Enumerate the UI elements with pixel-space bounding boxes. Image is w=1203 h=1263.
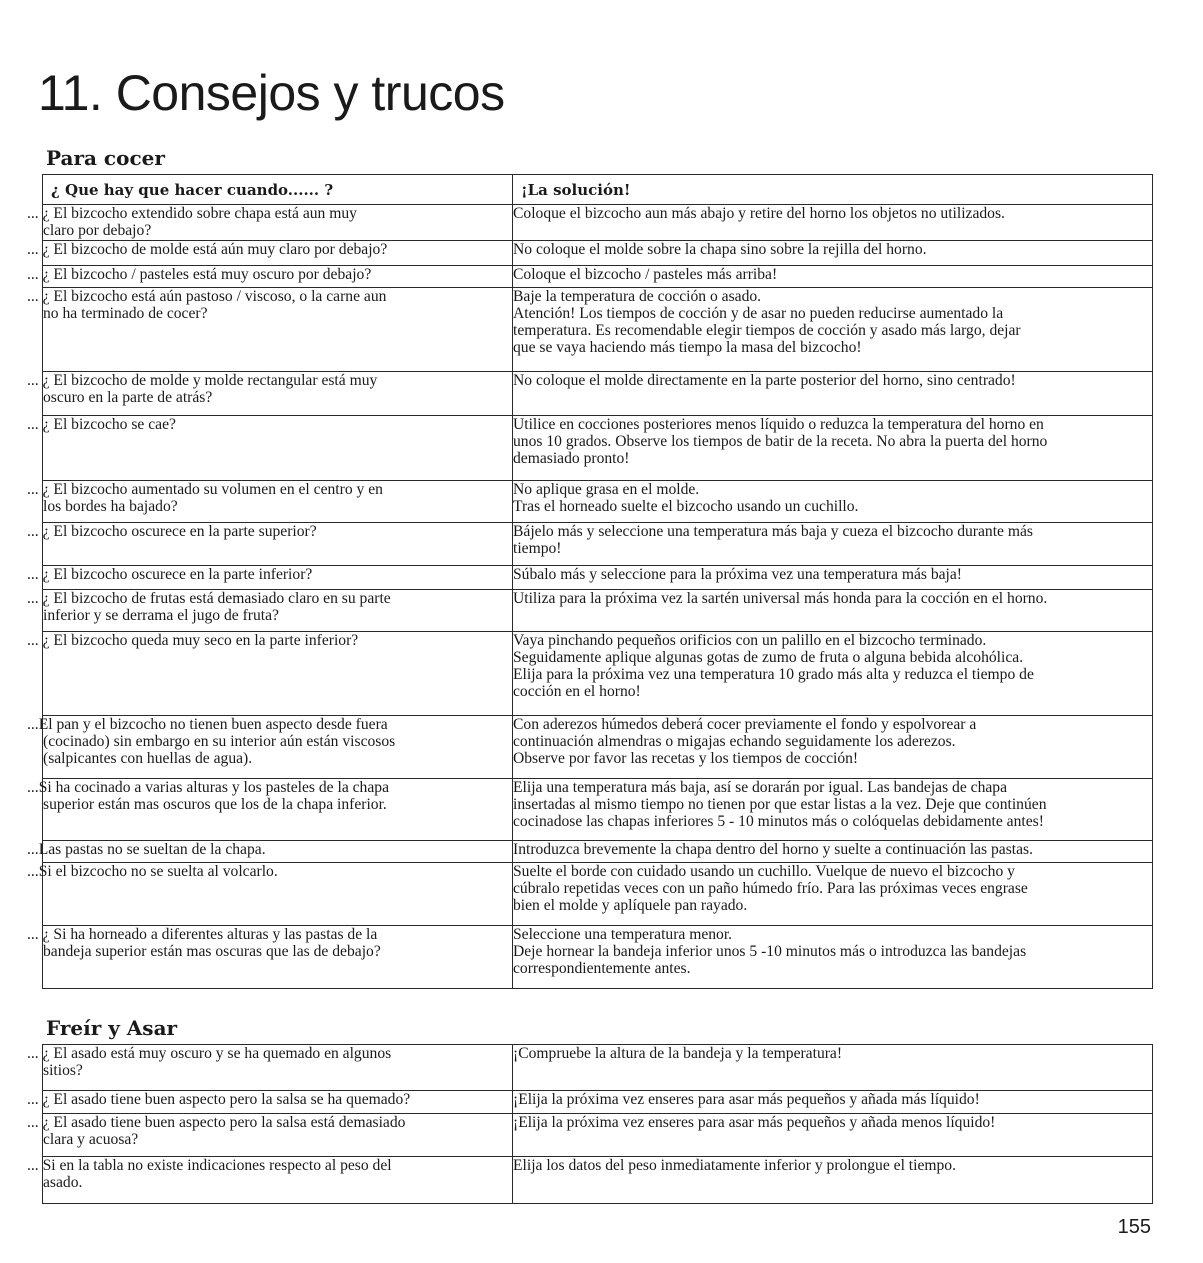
table-body-freir [27, 1045, 1153, 1204]
table-row [43, 590, 1153, 632]
solution-cell: Con aderezos húmedos deberá cocer previamente el fondo y espolvorear a continuación almendras o migajas echando seguidamente los aderezos. Observe por favor las recetas y los tiempos de cocción! [513, 716, 1153, 779]
tips-table-freir [27, 1044, 1153, 1204]
solution-cell: No coloque el molde directamente en la parte posterior del horno, sino centrado! [513, 372, 1153, 416]
section-title-cocer: Para cocer [46, 146, 165, 170]
table-row [43, 266, 1153, 288]
problem-cell: ... Si en la tabla no existe indicaciones respecto al peso del asado. [43, 1157, 513, 1204]
table-body-cocer [27, 205, 1153, 989]
table-header-row [43, 175, 1153, 205]
solution-cell: ¡Compruebe la altura de la bandeja y la temperatura! [513, 1045, 1153, 1091]
table-row [43, 841, 1153, 863]
problem-cell: ... ¿ El bizcocho de molde está aún muy claro por debajo? [43, 241, 513, 266]
solution-cell: Introduzca brevemente la chapa dentro del horno y suelte a continuación las pastas. [513, 841, 1153, 863]
table-row [43, 863, 1153, 926]
problem-cell: ... ¿ El bizcocho de frutas está demasiado claro en su parte inferior y se derrama el jugo de fruta? [43, 590, 513, 632]
table-row [43, 523, 1153, 566]
table-row [43, 416, 1153, 481]
solution-cell: Bájelo más y seleccione una temperatura más baja y cueza el bizcocho durante más tiempo! [513, 523, 1153, 566]
problem-cell: ...Si ha cocinado a varias alturas y los pasteles de la chapa superior están mas oscuros que los de la chapa inferior. [43, 779, 513, 841]
solution-cell: ¡Elija la próxima vez enseres para asar más pequeños y añada más líquido! [513, 1091, 1153, 1114]
problem-column-header: ¿ Que hay que hacer cuando...... ? [43, 175, 513, 205]
table-row [43, 205, 1153, 241]
table-row [43, 566, 1153, 590]
problem-cell: ... ¿ El bizcocho queda muy seco en la parte inferior? [43, 632, 513, 716]
tips-table-cocer [27, 174, 1153, 989]
solution-cell: Utiliza para la próxima vez la sartén universal más honda para la cocción en el horno. [513, 590, 1153, 632]
table-row [43, 481, 1153, 523]
solution-cell: Vaya pinchando pequeños orificios con un palillo en el bizcocho terminado. Seguidamente aplique algunas gotas de zumo de fruta o alguna bebida alcohólica. Elija para la próxima vez una temperatura 10 grado más alta y reduzca el tiempo de cocción en el horno! [513, 632, 1153, 716]
solution-cell: ¡Elija la próxima vez enseres para asar más pequeños y añada menos líquido! [513, 1114, 1153, 1157]
problem-cell: ... ¿ El bizcocho oscurece en la parte inferior? [43, 566, 513, 590]
table-row [43, 926, 1153, 989]
solution-cell: Baje la temperatura de cocción o asado. Atención! Los tiempos de cocción y de asar no pueden reducirse aumentado la temperatura. Es recomendable elegir tiempos de cocción y asado más largo, dejar que se vaya haciendo más tiempo la masa del bizcocho! [513, 288, 1153, 372]
table-row [43, 372, 1153, 416]
solution-cell: Súbalo más y seleccione para la próxima vez una temperatura más baja! [513, 566, 1153, 590]
solution-cell: Suelte el borde con cuidado usando un cuchillo. Vuelque de nuevo el bizcocho y cúbralo repetidas veces con un paño húmedo frío. Para las próximas veces engrase bien el molde y aplíquele pan rayado. [513, 863, 1153, 926]
solution-cell: Coloque el bizcocho / pasteles más arriba! [513, 266, 1153, 288]
problem-cell: ... ¿ Si ha horneado a diferentes alturas y las pastas de la bandeja superior están mas oscuras que las de debajo? [43, 926, 513, 989]
page-number: 155 [1117, 1216, 1151, 1238]
solution-cell: No aplique grasa en el molde. Tras el horneado suelte el bizcocho usando un cuchillo. [513, 481, 1153, 523]
problem-cell: ... ¿ El asado está muy oscuro y se ha quemado en algunos sitios? [43, 1045, 513, 1091]
problem-cell: ...Las pastas no se sueltan de la chapa. [43, 841, 513, 863]
problem-cell: ... ¿ El bizcocho / pasteles está muy oscuro por debajo? [43, 266, 513, 288]
problem-cell: ... ¿ El asado tiene buen aspecto pero la salsa se ha quemado? [43, 1091, 513, 1114]
table-row [43, 716, 1153, 779]
problem-cell: ... ¿ El bizcocho se cae? [43, 416, 513, 481]
solution-cell: Seleccione una temperatura menor. Deje hornear la bandeja inferior unos 5 -10 minutos más o introduzca las bandejas correspondientemente antes. [513, 926, 1153, 989]
section-title-freir: Freír y Asar [46, 1016, 178, 1040]
table-row [43, 779, 1153, 841]
table-row [43, 1091, 1153, 1114]
problem-cell: ... ¿ El bizcocho extendido sobre chapa está aun muy claro por debajo? [43, 205, 513, 241]
problem-cell: ...Si el bizcocho no se suelta al volcarlo. [43, 863, 513, 926]
problem-cell: ... ¿ El bizcocho oscurece en la parte superior? [43, 523, 513, 566]
table-row [43, 288, 1153, 372]
table-row [43, 1157, 1153, 1204]
problem-cell: ... ¿ El bizcocho aumentado su volumen en el centro y en los bordes ha bajado? [43, 481, 513, 523]
table-row [43, 1045, 1153, 1091]
problem-cell: ... ¿ El bizcocho de molde y molde rectangular está muy oscuro en la parte de atrás? [43, 372, 513, 416]
table-row [43, 1114, 1153, 1157]
table-row [43, 632, 1153, 716]
problem-cell: ... ¿ El asado tiene buen aspecto pero la salsa está demasiado clara y acuosa? [43, 1114, 513, 1157]
solution-cell: Elija una temperatura más baja, así se dorarán por igual. Las bandejas de chapa insertadas al mismo tiempo no tienen por que estar listas a la vez. Deje que continúen cocinadose las chapas inferiores 5 - 10 minutos más o colóquelas debidamente antes! [513, 779, 1153, 841]
solution-column-header: ¡La solución! [513, 175, 1153, 205]
solution-cell: No coloque el molde sobre la chapa sino sobre la rejilla del horno. [513, 241, 1153, 266]
table-row [43, 241, 1153, 266]
page-title: 11. Consejos y trucos [38, 65, 505, 121]
solution-cell: Elija los datos del peso inmediatamente inferior y prolongue el tiempo. [513, 1157, 1153, 1204]
solution-cell: Coloque el bizcocho aun más abajo y retire del horno los objetos no utilizados. [513, 205, 1153, 241]
solution-cell: Utilice en cocciones posteriores menos líquido o reduzca la temperatura del horno en unos 10 grados. Observe los tiempos de batir de la receta. No abra la puerta del horno demasiado pronto! [513, 416, 1153, 481]
problem-cell: ... ¿ El bizcocho está aún pastoso / viscoso, o la carne aun no ha terminado de cocer? [43, 288, 513, 372]
problem-cell: ...El pan y el bizcocho no tienen buen aspecto desde fuera (cocinado) sin embargo en su interior aún están viscosos (salpicantes con huellas de agua). [43, 716, 513, 779]
